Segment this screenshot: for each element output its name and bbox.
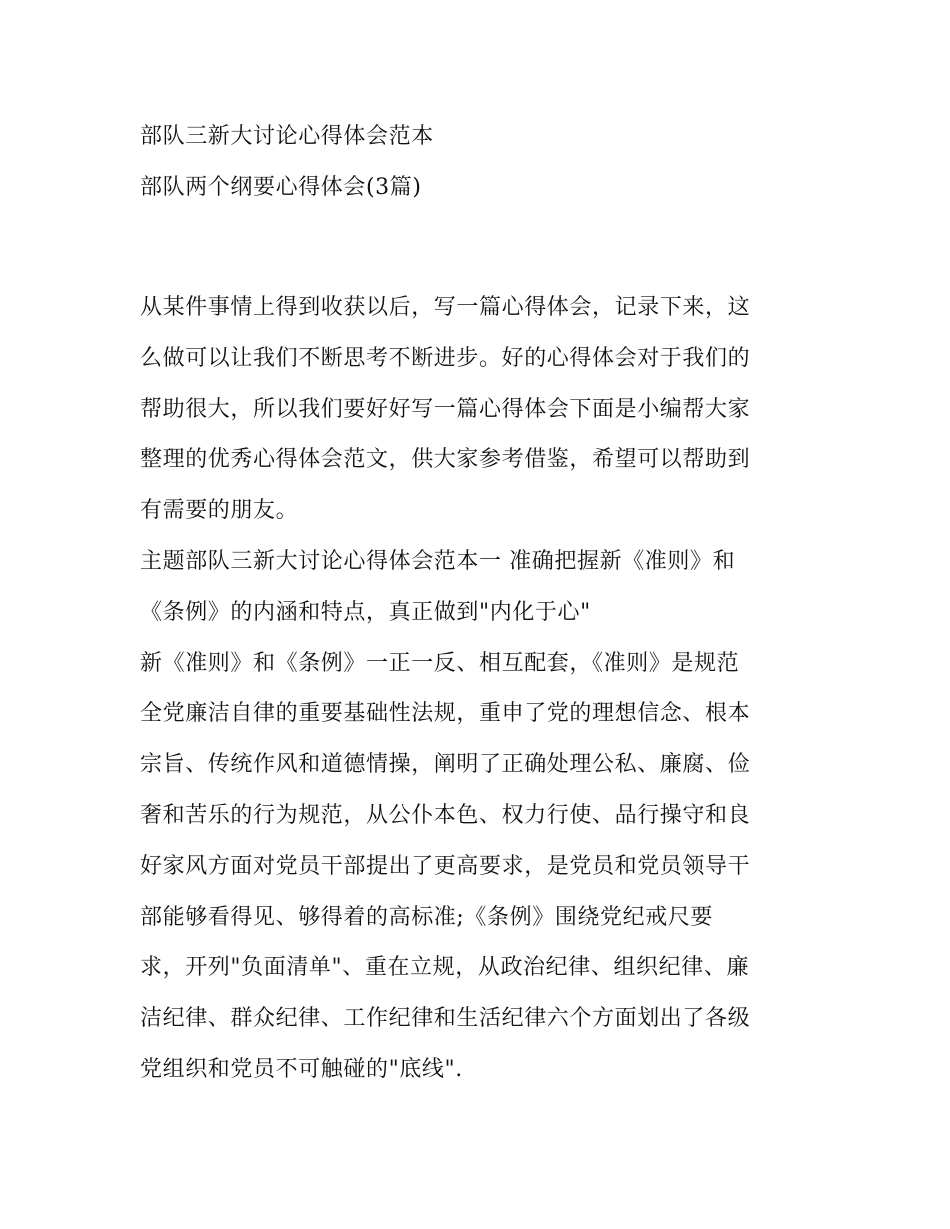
body-line: 么做可以让我们不断思考不断进步。好的心得体会对于我们的: [140, 345, 751, 371]
title-line: 部队两个纲要心得体会(3篇): [140, 174, 422, 200]
body-line: 从某件事情上得到收获以后，写一篇心得体会，记录下来，这: [140, 295, 751, 320]
section-heading-line: 主题部队三新大讨论心得体会范本一 准确把握新《准则》和: [140, 548, 736, 574]
title-line: 部队三新大讨论心得体会范本: [140, 124, 434, 149]
body-line: 宗旨、传统作风和道德情操，阐明了正确处理公私、廉腐、俭: [140, 752, 751, 778]
body-line: 求，开列"负面清单"、重在立规，从政治纪律、组织纪律、廉: [140, 955, 750, 981]
section-heading-line: 《条例》的内涵和特点，真正做到"内化于心": [140, 599, 591, 625]
body-line: 好家风方面对党员干部提出了更高要求，是党员和党员领导干: [140, 853, 751, 879]
body-line: 党组织和党员不可触碰的"底线".: [140, 1056, 463, 1082]
body-line: 帮助很大，所以我们要好好写一篇心得体会下面是小编帮大家: [140, 396, 751, 422]
document-body: [140, 283, 820, 1096]
body-line: 新《准则》和《条例》一正一反、相互配套，《准则》是规范: [140, 650, 740, 676]
body-line: 奢和苦乐的行为规范，从公仆本色、权力行使、品行操守和良: [140, 802, 751, 828]
document-title: [140, 112, 840, 214]
body-line: 部能够看得见、够得着的高标准;《条例》围绕党纪戒尺要: [140, 904, 714, 930]
body-line: 有需要的朋友。: [140, 498, 299, 524]
body-line: 洁纪律、群众纪律、工作纪律和生活纪律六个方面划出了各级: [140, 1006, 751, 1032]
body-line: 全党廉洁自律的重要基础性法规，重申了党的理想信念、根本: [140, 701, 751, 727]
body-line: 整理的优秀心得体会范文，供大家参考借鉴，希望可以帮助到: [140, 447, 751, 473]
